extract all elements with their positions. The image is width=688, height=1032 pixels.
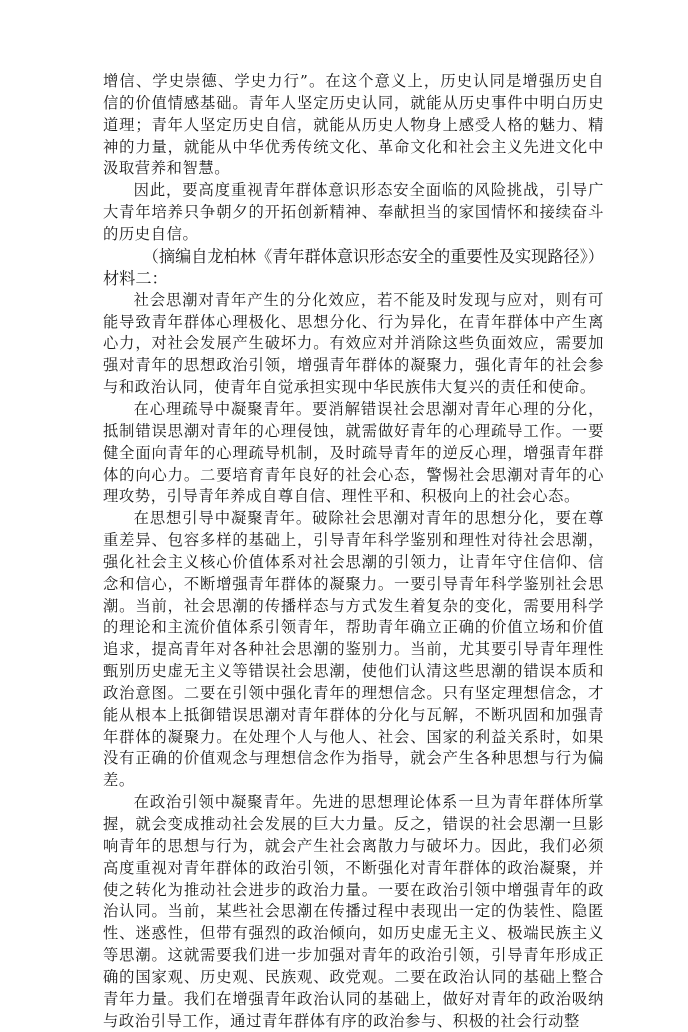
paragraph-body: 在政治引领中凝聚青年。先进的思想理论体系一旦为青年群体所掌握，就会变成推动社会发展的巨大力量。反之，错误的社会思潮一旦影响青年的思想与行为，就会产生社会离散力与破坏力。因此，我们必须高度重视对青年群体的政治引领，不断强化对青年群体的政治凝聚，并使之转化为推动社会进步的政治力量。一要在政治引领中增强青年的政治认同。当前，某些社会思潮在传播过程中表现出一定的伪装性、隐匿性、迷惑性，但带有强烈的政治倾向，如历史虚无主义、极端民族主义等思潮。这就需要我们进一步加强对青年的政治引领，引导青年形成正确的国家观、历史观、民族观、政党观。二要在政治认同的基础上整合青年力量。我们在增强青年政治认同的基础上，做好对青年的政治吸纳与政治引导工作，通过青年群体有序的政治参与、积极的社会行动整 <box>103 793 604 1030</box>
section-label: 材料二： <box>103 268 168 288</box>
paragraph-continuation: 增信、学史崇德、学史力行”。在这个意义上，历史认同是增强历史自信的价值情感基础。青年人坚定历史认同，就能从历史事件中明白历史道理；青年人坚定历史自信，就能从历史人物身上感受人格的魅力、精神的力量，就能从中华优秀传统文化、革命文化和社会主义先进文化中汲取营养和智慧。 <box>103 72 604 178</box>
source-citation: （摘编自龙柏林《青年群体意识形态安全的重要性及实现路径》） <box>142 246 604 266</box>
paragraph-conclusion: 因此，要高度重视青年群体意识形态安全面临的风险挑战，引导广大青年培养只争朝夕的开拓创新精神、奉献担当的家国情怀和接续奋斗的历史自信。 <box>103 181 604 243</box>
paragraph-body: 社会思潮对青年产生的分化效应，若不能及时发现与应对，则有可能导致青年群体心理极化、思想分化、行为异化，在青年群体中产生离心力，对社会发展产生破坏力。有效应对并消除这些负面效应，需要加强对青年的思想政治引领，增强青年群体的凝聚力，强化青年的社会参与和政治认同，使青年自觉承担实现中华民族伟大复兴的责任和使命。 <box>103 290 604 397</box>
paragraph-body: 在心理疏导中凝聚青年。要消解错误社会思潮对青年心理的分化，抵制错误思潮对青年的心理侵蚀，就需做好青年的心理疏导工作。一要健全面向青年的心理疏导机制，及时疏导青年的逆反心理，增强青年群体的向心力。二要培育青年良好的社会心态，警惕社会思潮对青年的心理攻势，引导青年养成自尊自信、理性平和、积极向上的社会心态。 <box>103 399 604 506</box>
paragraph-body: 在思想引导中凝聚青年。破除社会思潮对青年的思想分化，要在尊重差异、包容多样的基础上，引导青年科学鉴别和理性对待社会思潮，强化社会主义核心价值体系对社会思潮的引领力，让青年守住信仰、信念和信心，不断增强青年群体的凝聚力。一要引导青年科学鉴别社会思潮。当前，社会思潮的传播样态与方式发生着复杂的变化，需要用科学的理论和主流价值体系引领青年，帮助青年确立正确的价值立场和价值追求，提高青年对各种社会思潮的鉴别力。当前，尤其要引导青年理性甄别历史虚无主义等错误社会思潮，使他们认清这些思潮的错误本质和政治意图。二要在引领中强化青年的理想信念。只有坚定理想信念，才能从根本上抵御错误思潮对青年群体的分化与瓦解，不断巩固和加强青年群体的凝聚力。在处理个人与他人、社会、国家的利益关系时，如果没有正确的价值观念与理想信念作为指导，就会产生各种思想与行为偏差。 <box>103 509 604 790</box>
